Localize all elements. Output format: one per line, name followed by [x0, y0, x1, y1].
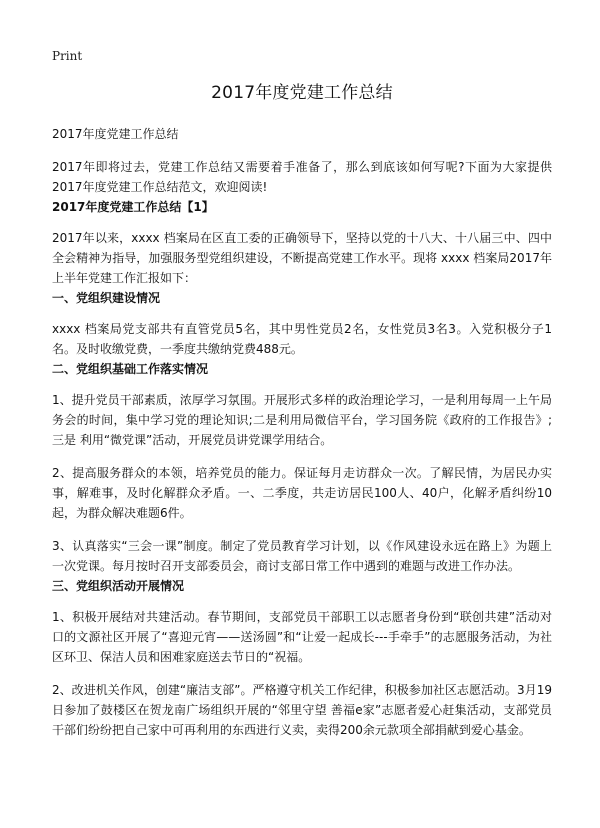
section-heading-2: 二、党组织基础工作落实情况	[52, 362, 209, 376]
document-end	[52, 740, 552, 744]
article-heading: 2017年度党建工作总结【1】	[52, 200, 214, 214]
section-2-paragraph-2: 2、提高服务群众的本领，培养党员的能力。保证每月走访群众一次。了解民情，为居民办实事，解难事，及时化解群众矛盾。一、二季度，共走访居民100人、40户，化解矛盾纠纷10起，为群众解决难题6件。	[52, 466, 552, 520]
opening-paragraph: 2017年以来，xxxx 档案局在区直工委的正确领导下，坚持以党的十八大、十八届三中、四中全会精神为指导，加强服务型党组织建设，不断提高党建工作水平。现将 xxxx 档案局2017年上半年党建工作汇报如下：	[52, 231, 552, 285]
section-3-paragraph-1: 1、积极开展结对共建活动。春节期间，支部党员干部职工以志愿者身份到“联创共建”活动对口的文源社区开展了“喜迎元宵——送汤圆”和“让爱一起成长---手牵手”的志愿服务活动，为社区环卫、保洁人员和困难家庭送去节日的“祝福。	[52, 610, 552, 664]
section-3-paragraph-2: 2、改进机关作风，创建“廉洁支部”。严格遵守机关工作纪律，积极参加社区志愿活动。3月19日参加了鼓楼区在贺龙南广场组织开展的“邻里守望 善福e家”志愿者爱心赶集活动，支部党员干部们纷纷把自己家中可再利用的东西进行义卖，卖得200余元款项全部捐献到爱心基金。	[52, 683, 552, 737]
section-2-paragraph-3: 3、认真落实“三会一课”制度。制定了党员教育学习计划，以《作风建设永远在路上》为题上一次党课。每月按时召开支部委员会，商讨支部日常工作中遇到的难题与改进工作办法。	[52, 539, 552, 573]
page-title: 2017年度党建工作总结	[211, 83, 393, 103]
intro-paragraph: 2017年即将过去，党建工作总结又需要着手准备了，那么到底该如何写呢?下面为大家提供2017年度党建工作总结范文，欢迎阅读!	[52, 160, 552, 194]
section-2-paragraph-1: 1、提升党员干部素质，浓厚学习氛围。开展形式多样的政治理论学习，一是利用每周一上午局务会的时间，集中学习党的理论知识;二是利用局微信平台，学习国务院《政府的工作报告》;三是 利用“微党课”活动，开展党员讲党课学用结合。	[52, 393, 552, 447]
section-heading-1: 一、党组织建设情况	[52, 291, 161, 305]
print-link[interactable]: Print	[52, 49, 83, 63]
document-subtitle: 2017年度党建工作总结	[52, 127, 179, 141]
document-body	[52, 78, 552, 744]
section-1-paragraph-1: xxxx 档案局党支部共有直管党员5名，其中男性党员2名，女性党员3名3。入党积极分子1名。及时收缴党费，一季度共缴纳党费488元。	[52, 322, 552, 356]
section-heading-3: 三、党组织活动开展情况	[52, 579, 185, 593]
